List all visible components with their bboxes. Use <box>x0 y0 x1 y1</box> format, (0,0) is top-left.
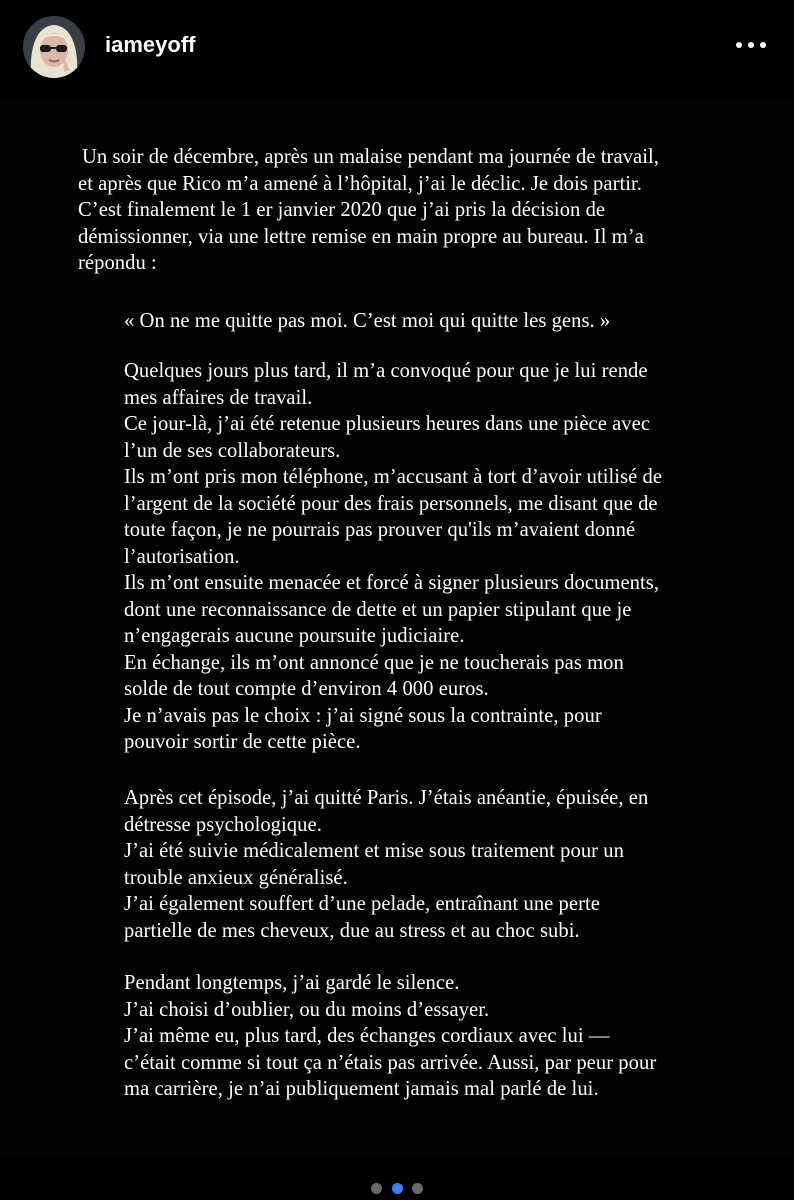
text-line: l’un de ses collaborateurs. <box>124 439 341 462</box>
post-header <box>0 0 794 100</box>
text-line: détresse psychologique. <box>124 813 322 836</box>
text-line: Quelques jours plus tard, il m’a convoqué pour que je lui rende <box>124 360 648 382</box>
text-line: partielle de mes cheveux, due au stress et au choc subi. <box>124 919 580 942</box>
intro-paragraph <box>78 144 758 277</box>
text-line: Un soir de décembre, après un malaise pendant ma journée de travail, <box>82 146 659 168</box>
text-line: J’ai également souffert d’une pelade, entraînant une perte <box>124 893 600 915</box>
text-line: Ils m’ont ensuite menacée et forcé à signer plusieurs documents, <box>124 572 660 594</box>
text-line: trouble anxieux généralisé. <box>124 866 348 889</box>
text-line: J’ai choisi d’oublier, ou du moins d’essayer. <box>124 998 490 1021</box>
text-line: ma carrière, je n’ai publiquement jamais mal parlé de lui. <box>124 1078 599 1100</box>
carousel-dot[interactable] <box>412 1183 423 1194</box>
text-line: dont une reconnaissance de dette et un papier stipulant que je <box>124 598 632 621</box>
username[interactable]: iameyoff <box>105 32 196 57</box>
more-horizontal-icon[interactable] <box>736 38 766 52</box>
text-line: l’argent de la société pour des frais personnels, me disant que de <box>124 492 658 515</box>
text-line: Ils m’ont pris mon téléphone, m’accusant à tort d’avoir utilisé de <box>124 466 663 488</box>
text-line: répondu : <box>78 252 157 274</box>
avatar[interactable] <box>23 16 85 78</box>
text-line: En échange, ils m’ont annoncé que je ne toucherais pas mon <box>124 651 624 674</box>
paragraph-block-1 <box>124 358 744 756</box>
text-line: et après que Rico m’a amené à l’hôpital, j’ai le déclic. Je dois partir. <box>78 172 642 195</box>
text-line: Après cet épisode, j’ai quitté Paris. J’étais anéantie, épuisée, en <box>124 787 649 809</box>
more-dot <box>748 42 754 48</box>
text-line: l’autorisation. <box>124 545 240 568</box>
text-line: Ce jour-là, j’ai été retenue plusieurs heures dans une pièce avec <box>124 413 651 435</box>
text-line: démissionner, via une lettre remise en main propre au bureau. Il m’a <box>78 225 644 248</box>
text-line: n’engagerais aucune poursuite judiciaire. <box>124 625 465 647</box>
text-line: Je n’avais pas le choix : j’ai signé sous la contrainte, pour <box>124 704 602 727</box>
text-line: pouvoir sortir de cette pièce. <box>124 731 361 753</box>
text-line: J’ai été suivie médicalement et mise sous traitement pour un <box>124 840 624 862</box>
text-line: J’ai même eu, plus tard, des échanges cordiaux avec lui — <box>124 1025 610 1047</box>
paragraph-block-2 <box>124 785 744 944</box>
text-line: solde de tout compte d’environ 4 000 euros. <box>124 678 489 700</box>
avatar-photo <box>23 16 85 78</box>
quote-line: « On ne me quitte pas moi. C’est moi qui quitte les gens. » <box>124 310 611 332</box>
text-line: Pendant longtemps, j’ai gardé le silence. <box>124 972 460 994</box>
text-line: mes affaires de travail. <box>124 386 313 409</box>
more-dot <box>760 42 766 48</box>
text-line: toute façon, je ne pourrais pas prouver qu'ils m’avaient donné <box>124 519 636 541</box>
text-line: C’est finalement le 1 er janvier 2020 que j’ai pris la décision de <box>78 199 606 221</box>
carousel-dot[interactable] <box>371 1183 382 1194</box>
carousel-dot-active[interactable] <box>392 1183 403 1194</box>
carousel-indicator[interactable] <box>371 1182 423 1194</box>
more-dot <box>736 42 742 48</box>
text-line: c’était comme si tout ça n’étais pas arrivée. Aussi, par peur pour <box>124 1051 657 1074</box>
paragraph-block-3 <box>124 970 744 1103</box>
